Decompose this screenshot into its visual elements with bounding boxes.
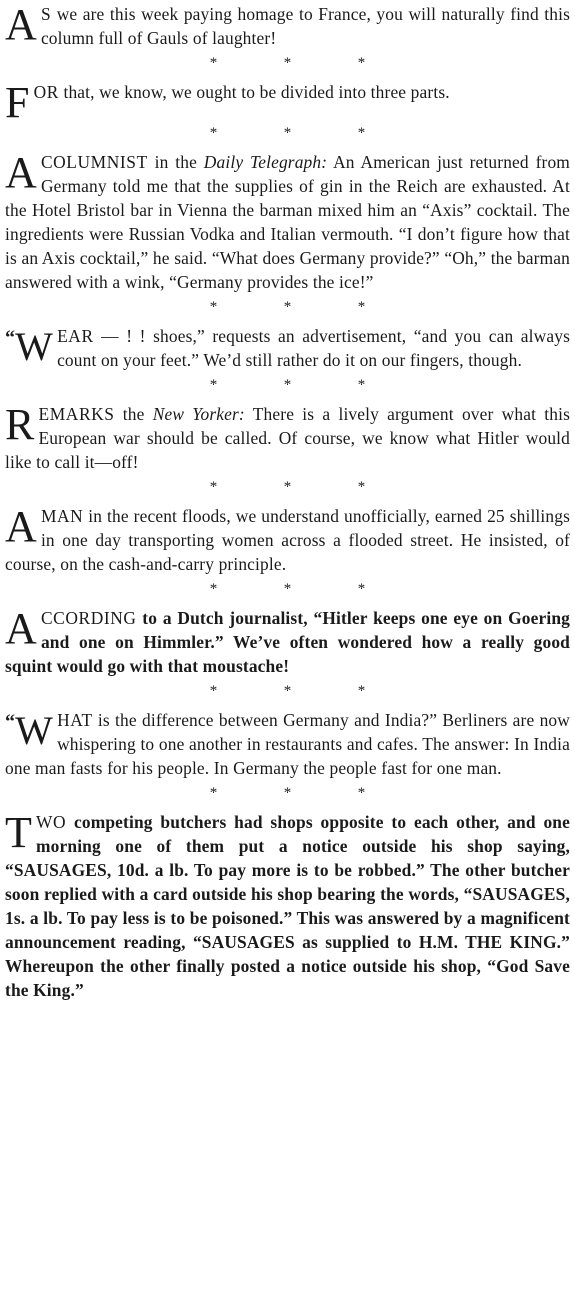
paragraph-text: to a Dutch journalist, “Hitler keeps one eye on Goering and one on Himmler.” We’ve often wondered how a really good squint would go with that moustache! xyxy=(5,608,570,676)
paragraph-text: in the xyxy=(147,152,204,172)
drop-cap: F xyxy=(5,78,30,127)
paragraph-lead: S xyxy=(40,4,52,24)
publication-name: Daily Telegraph: xyxy=(203,152,328,172)
paragraph-text: An American just returned from Germany told me that the supplies of gin in the Reich are exhausted. At the Hotel Bristol bar in Vienna the barman mixed him an “Axis” cocktail. The ingredients were Russian Vodka and Italian vermouth. “I don’t figure how that is an Axis cocktail,” he said. “What does Germany provide?” “Oh,” the barman answered with a wink, “Germany provides the ice!” xyxy=(5,152,570,292)
paragraph-dutch-journalist xyxy=(5,606,570,678)
paragraph-shoes xyxy=(5,324,570,372)
paragraph-butchers xyxy=(5,810,570,1002)
drop-cap: R xyxy=(5,400,35,449)
drop-cap: T xyxy=(5,808,33,857)
paragraph-lead: HAT xyxy=(57,710,93,730)
section-separator: * * * xyxy=(209,479,366,495)
section-separator: * * * xyxy=(209,377,366,393)
drop-cap: A xyxy=(5,502,37,551)
paragraph-lead: EMARKS xyxy=(38,404,115,424)
paragraph-text: competing butchers had shops opposite to each other, and one morning one of them put a notice outside his shop saying, “SAUSAGES, 10d. a lb. To pay more is to be robbed.” The other butcher soon replied with a card outside his shop bearing the words, “SAUSAGES, 1s. a lb. To pay less is to be poisoned.” This was answered by a magnificent announcement reading, “SAUSAGES as supplied to H.M. THE KING.” Whereupon the other finally posted a notice outside his shop, “God Save the King.” xyxy=(5,812,570,1000)
drop-cap: A xyxy=(5,148,37,197)
paragraph-text: we are this week paying homage to France, you will naturally find this column full of Gauls of laughter! xyxy=(40,4,570,48)
section-separator: * * * xyxy=(209,299,366,315)
publication-name: New Yorker: xyxy=(152,404,245,424)
paragraph-floods xyxy=(5,504,570,576)
drop-cap: A xyxy=(5,604,37,653)
paragraph-lead: EAR xyxy=(57,326,94,346)
paragraph-lead: CCORDING xyxy=(40,608,137,628)
paragraph-lead: OR xyxy=(33,82,59,102)
drop-cap: “W xyxy=(5,708,54,753)
section-separator: * * * xyxy=(209,683,366,699)
paragraph-new-yorker xyxy=(5,402,570,474)
paragraph-france-homage xyxy=(5,2,570,50)
paragraph-text: There is a lively argument over what this European war should be called. Of course, we know what Hitler would like to call it—off! xyxy=(5,404,570,472)
paragraph-text: the xyxy=(114,404,153,424)
section-separator: * * * xyxy=(209,55,366,71)
paragraph-text: — ! ! shoes,” requests an advertisement, “and you can always count on your feet.” We’d still rather do it on our fingers, though. xyxy=(57,326,570,370)
paragraph-text: in the recent floods, we understand unofficially, earned 25 shillings in one day transporting women across a flooded street. He insisted, of course, on the cash-and-carry principle. xyxy=(5,506,570,574)
paragraph-germany-india xyxy=(5,708,570,780)
section-separator: * * * xyxy=(209,785,366,801)
open-quote: “ xyxy=(5,327,16,349)
paragraph-axis-cocktail xyxy=(5,150,570,294)
drop-cap: “W xyxy=(5,324,54,369)
section-separator: * * * xyxy=(209,581,366,597)
paragraph-three-parts xyxy=(5,78,570,127)
paragraph-text: is the difference between Germany and India?” Berliners are now whispering to one another in restaurants and cafes. The answer: In India one man fasts for his people. In Germany the people fast for one man. xyxy=(5,710,570,778)
paragraph-lead: WO xyxy=(36,812,67,832)
paragraph-lead: MAN xyxy=(40,506,84,526)
section-separator: * * * xyxy=(209,125,366,141)
open-quote: “ xyxy=(5,711,16,733)
drop-cap: A xyxy=(5,0,37,49)
paragraph-text: that, we know, we ought to be divided into three parts. xyxy=(58,82,450,102)
paragraph-lead: COLUMNIST xyxy=(40,152,148,172)
